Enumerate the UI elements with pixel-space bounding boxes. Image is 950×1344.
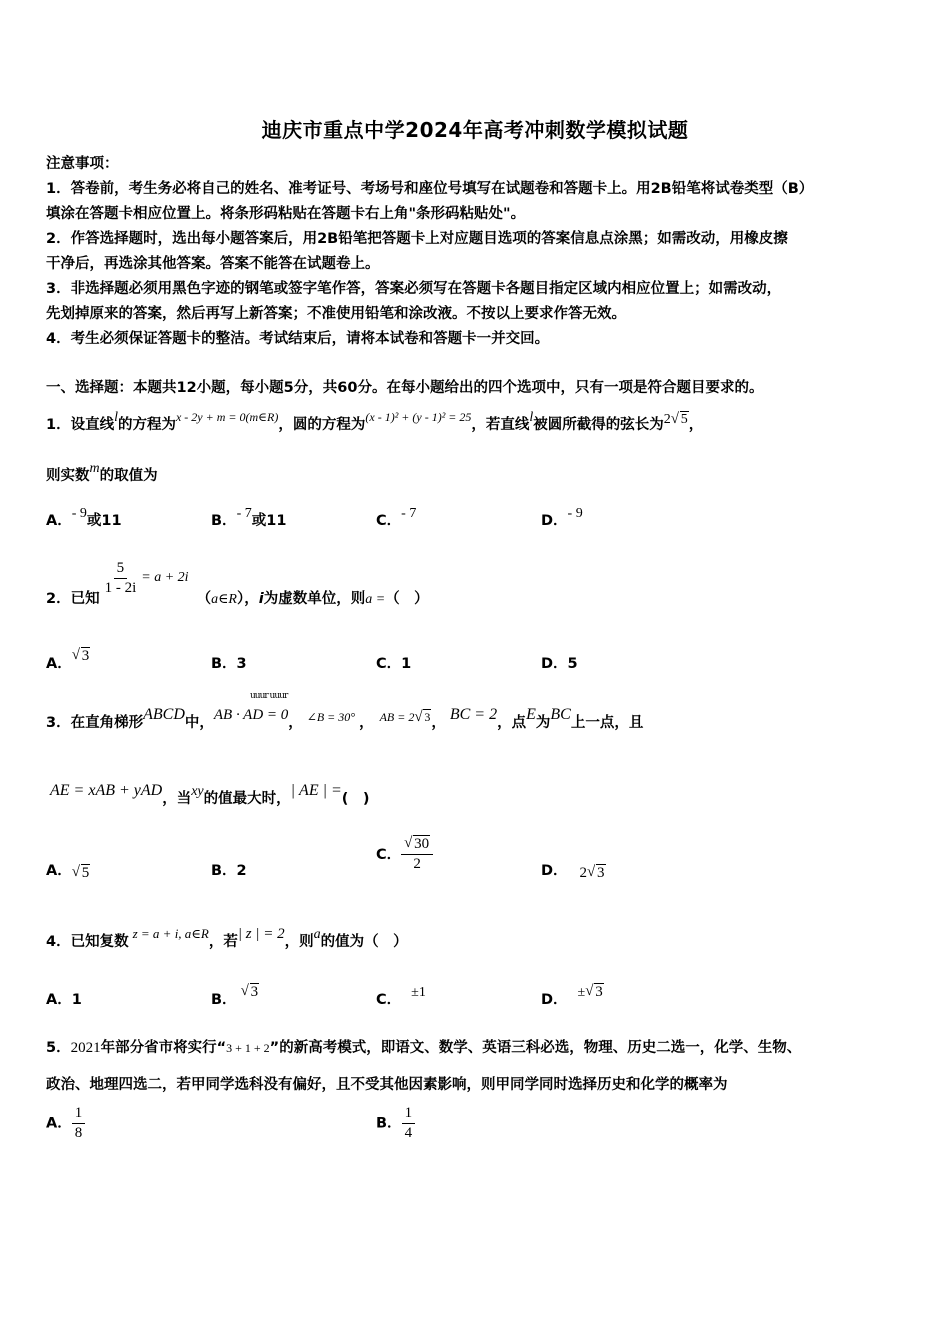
notice-heading: 注意事项： [46,156,119,172]
vector-arrows: uuur uuur [250,691,288,701]
question-3-stem-line-2: AE = xAB + yAD，当xy的值最大时，| AE | =( ) [50,782,370,807]
q5-option-b[interactable]: B． $\frac{1}{4}$ [376,1105,415,1142]
q1-option-b[interactable]: B．- 7或11 [211,506,287,529]
q2-option-d[interactable]: D．5 [541,656,578,672]
question-5-stem: 5．2021年部分省市将实行“3 + 1 + 2”的新高考模式，即语文、数学、英语三科必选，物理、历史二选一，化学、生物、 [46,1040,802,1056]
q3-option-a[interactable]: A．√ 5 [46,859,90,880]
question-1-stem: 1．设直线l的方程为$^{x - 2y + m = 0(m\in R)}$，圆的方程为$^{(x - 1)^2 + (y - 1)^2 = 25}$，若直线l被圆所截得的弦长为2√ 5， [46,413,703,434]
q3-option-d[interactable]: D． 2√ 3 [541,859,606,880]
question-5-stem-line-2: 政治、地理四选二，若甲同学选科没有偏好，且不受其他因素影响，则甲同学同时选择历史和化学的概率为 [46,1077,728,1093]
q2-option-a[interactable]: A．√ 3 [46,652,90,673]
q3-option-b[interactable]: B．2 [211,863,247,879]
q4-option-c[interactable]: C． ±1 [376,985,426,1008]
q5-option-a[interactable]: A． $\frac{1}{8}$ [46,1105,85,1142]
notice-line-5: 3．非选择题必须用黑色字迹的钢笔或签字笔作答，答案必须写在答题卡各题目指定区域内相应位置上；如需改动， [46,281,782,297]
q4-option-a[interactable]: A．1 [46,992,82,1008]
notice-line-1: 1．答卷前，考生务必将自己的姓名、准考证号、考场号和座位号填写在试题卷和答题卡上。用2B铅笔将试卷类型（B） [46,181,814,197]
page-title: 迪庆市重点中学2024年高考冲刺数学模拟试题 [261,118,689,142]
notice-line-2: 填涂在答题卡相应位置上。将条形码粘贴在答题卡右上角"条形码粘贴处"。 [46,206,526,222]
section-heading: 一、选择题：本题共12小题，每小题5分，共60分。在每小题给出的四个选项中，只有一项是符合题目要求的。 [46,380,764,396]
q1-option-a[interactable]: A．- 9或11 [46,506,122,529]
question-4-stem: 4．已知复数z = a + i, a∈R，若| z | = 2，则a的值为（ ） [46,926,408,950]
question-2-stem: 2．已知 $\frac{5}{1 - 2i}$ = a + 2i（a∈R），i为虚数单位，则a =（ ） [46,560,429,607]
question-1-stem-line-2: 则实数m的取值为 [46,461,158,484]
question-3-stem: 3．在直角梯形ABCD中，AB · AD = 0， $^{\angle B = 30^\circ}$ ， $^{AB = 2}$√ 3， BC = 2，点E为BC上一点，且 [46,711,643,732]
notice-line-7: 4．考生必须保证答题卡的整洁。考试结束后，请将本试卷和答题卡一并交回。 [46,331,550,347]
q4-option-b[interactable]: B．√ 3 [211,988,259,1009]
q1-option-c[interactable]: C．- 7 [376,506,417,529]
q1-option-d[interactable]: D．- 9 [541,506,583,529]
notice-line-4: 干净后，再选涂其他答案。答案不能答在试题卷上。 [46,256,380,272]
notice-line-3: 2．作答选择题时，选出每小题答案后，用2B铅笔把答题卡上对应题目选项的答案信息点涂黑；如需改动，用橡皮擦 [46,231,788,247]
q3-option-c[interactable]: C． √ $\frac{30}{2}$ [376,836,433,873]
q2-option-c[interactable]: C．1 [376,656,412,672]
q2-option-b[interactable]: B．3 [211,656,247,672]
notice-line-6: 先划掉原来的答案，然后再写上新答案；不准使用铅笔和涂改液。不按以上要求作答无效。 [46,306,626,322]
q4-option-d[interactable]: D． ±√ 3 [541,988,604,1009]
